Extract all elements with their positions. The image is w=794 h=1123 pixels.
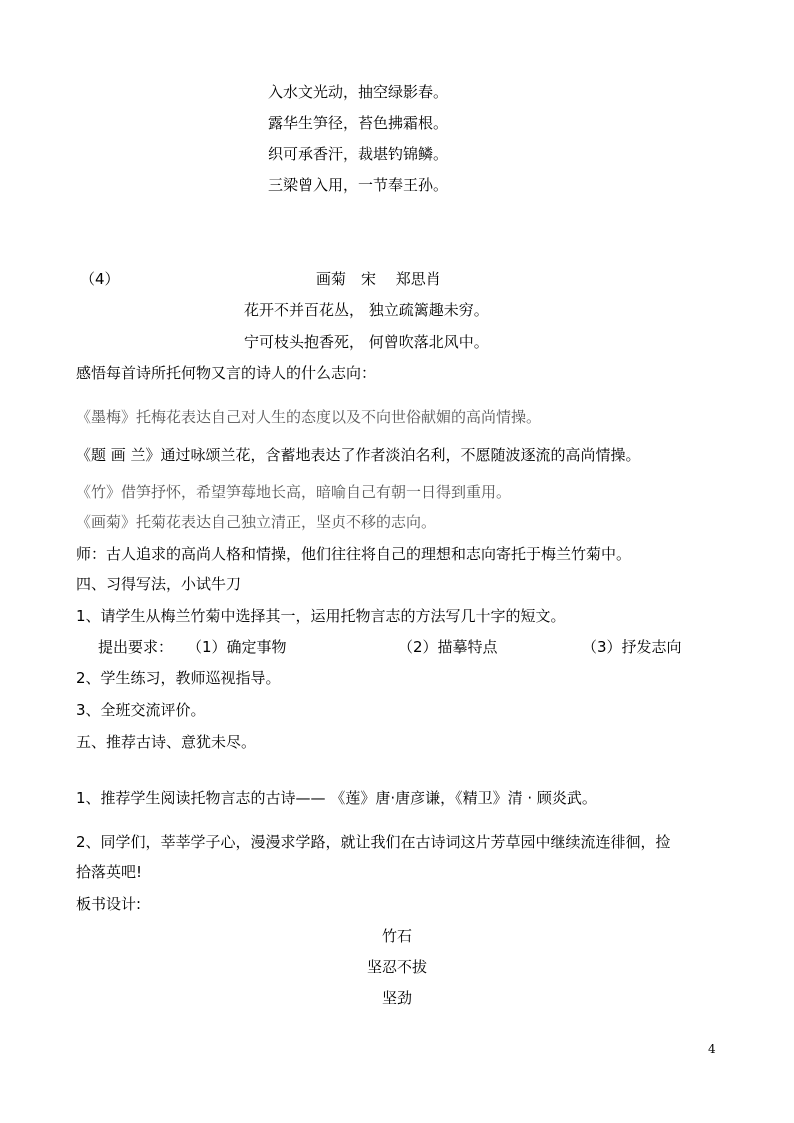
section-heading: 四、习得写法，小试牛刀 [76, 575, 242, 593]
teacher-note: 师：古人追求的高尚人格和情操，他们往往将自己的理想和志向寄托于梅兰竹菊中。 [76, 545, 632, 563]
requirement-item: （2）描摹特点 [398, 638, 498, 656]
requirement-item: （3）抒发志向 [582, 638, 682, 656]
board-line-text: 坚忍不拔 [366, 958, 427, 976]
board-line-text: 竹石 [381, 927, 412, 945]
board-line [0, 958, 794, 976]
answer-item: 《墨梅》托梅花表达自己对人生的态度以及不向世俗献媚的高尚情操。 [76, 408, 542, 426]
section-heading: 五、推荐古诗、意犹未尽。 [76, 733, 257, 751]
section-item: 1、推荐学生阅读托物言志的古诗—— 《莲》唐·唐彦谦，《精卫》清 · 顾炎武。 [76, 789, 597, 807]
answer-item: 《竹》借笋抒怀，希望笋莓地长高，暗喻自己有朝一日得到重用。 [76, 483, 512, 501]
section-item-continued: 拾落英吧! [76, 863, 143, 881]
board-line [0, 989, 794, 1007]
poem-line: 露华生笋径，苔色拂霜根。 [268, 114, 449, 132]
section-item: 3、全班交流评价。 [76, 701, 206, 719]
section-item: 2、学生练习，教师巡视指导。 [76, 669, 281, 687]
poem-line: 宁可枝头抱香死， 何曾吹落北风中。 [244, 333, 489, 351]
requirements-label: 提出要求： [98, 638, 174, 656]
answer-item: 《题 画 兰》通过咏颂兰花，含蓄地表达了作者淡泊名利，不愿随波逐流的高尚情操。 [76, 446, 641, 464]
requirement-item: （1）确定事物 [187, 638, 287, 656]
question-text: 感悟每首诗所托何物又言的诗人的什么志向： [76, 364, 377, 382]
poem-line: 花开不并百花丛， 独立疏篱趣未穷。 [244, 301, 489, 319]
poem-number: （4） [80, 270, 120, 288]
poem-title: 画菊 宋 郑思肖 [316, 270, 441, 288]
poem-line: 织可承香汗，裁堪钓锦鳞。 [268, 145, 449, 163]
board-line [0, 927, 794, 945]
section-item: 2、同学们，莘莘学子心，漫漫求学路，就让我们在古诗词这片芳草园中继续流连徘徊，捡 [76, 833, 671, 851]
poem-line: 三梁曾入用，一节奉王孙。 [268, 176, 449, 194]
section-item: 1、请学生从梅兰竹菊中选择其一，运用托物言志的方法写几十字的短文。 [76, 607, 566, 625]
board-line-text: 坚劲 [381, 989, 412, 1007]
poem-line: 入水文光动，抽空绿影春。 [268, 83, 449, 101]
page-number: 4 [708, 1042, 716, 1056]
board-design-label: 板书设计: [76, 895, 142, 913]
answer-item: 《画菊》托菊花表达自己独立清正，坚贞不移的志向。 [76, 513, 437, 531]
